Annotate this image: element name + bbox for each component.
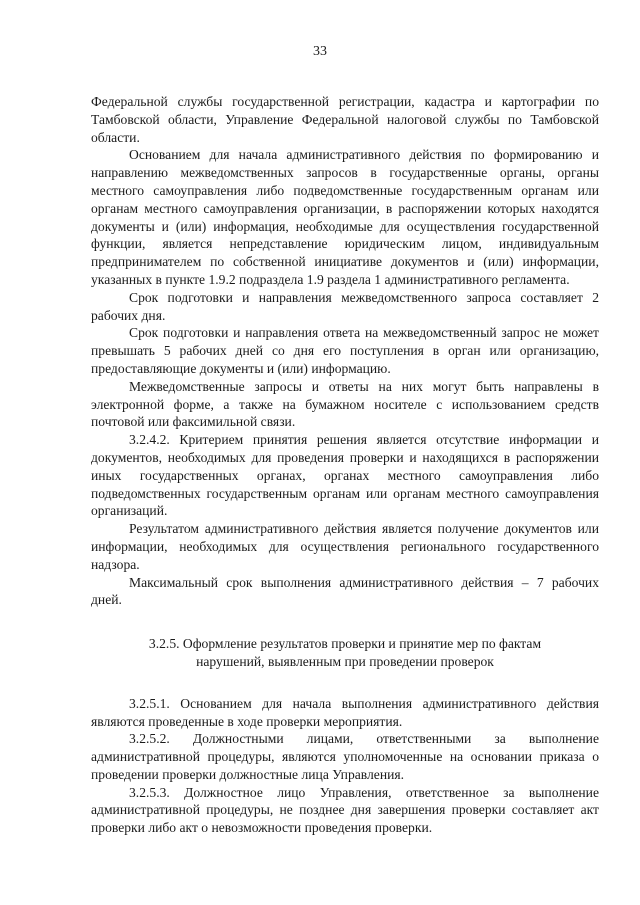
section-heading-line: 3.2.5. Оформление результатов проверки и принятие мер по фактам [148, 636, 542, 652]
paragraph: Федеральной службы государственной регистрации, кадастра и картографии по Тамбовской области, Управление Федеральной налоговой службы по Тамбовской области. [91, 94, 599, 145]
paragraph: 3.2.5.1. Основанием для начала выполнения административного действия являются проведенные в ходе проверки мероприятия. [91, 695, 599, 729]
section-heading-line: нарушений, выявленным при проведении проверок [196, 653, 494, 669]
paragraph: 3.2.4.2. Критерием принятия решения является отсутствие информации и документов, необходимых для проведения проверки и находящихся в распоряжении иных государственных органах, органах местного самоуправления либо подведомственных государственным органам или органам местного самоуправления организаций. [91, 432, 599, 519]
paragraph: Срок подготовки и направления межведомственного запроса составляет 2 рабочих дня. [91, 289, 599, 323]
paragraph: Результатом административного действия является получение документов или информации, необходимых для осуществления регионального государственного надзора. [91, 521, 599, 572]
paragraph: Основанием для начала административного действия по формированию и направлению межведомственных запросов в государственные органы, органы местного самоуправления либо подведомственные государственным органам или органам местного самоуправления организации, в распоряжении которых находятся документы и (или) информация, необходимые для осуществления государственной функции, является непредставление юридическим лицом, индивидуальным предпринимателем по собственной инициативе документов и (или) информации, указанных в пункте 1.9.2 подраздела 1.9 раздела 1 административного регламента. [91, 147, 599, 287]
paragraph: Срок подготовки и направления ответа на межведомственный запрос не может превышать 5 рабочих дней со дня его поступления в орган или организацию, предоставляющие документы и (или) информацию. [91, 325, 599, 376]
section-heading [91, 635, 599, 671]
paragraph: 3.2.5.2. Должностными лицами, ответственными за выполнение административной процедуры, являются уполномоченные на основании приказа о проведении проверки должностные лица Управления. [91, 731, 599, 782]
paragraph: 3.2.5.3. Должностное лицо Управления, ответственное за выполнение административной процедуры, не позднее дня завершения проверки составляет акт проверки либо акт о невозможности проведения проверки. [91, 784, 599, 836]
document-body [91, 93, 599, 837]
page-number: 33 [313, 44, 327, 59]
paragraph: Межведомственные запросы и ответы на них могут быть направлены в электронной форме, а также на бумажном носителе с использованием средств почтовой или факсимильной связи. [91, 378, 599, 430]
paragraph: Максимальный срок выполнения административного действия – 7 рабочих дней. [91, 574, 599, 608]
